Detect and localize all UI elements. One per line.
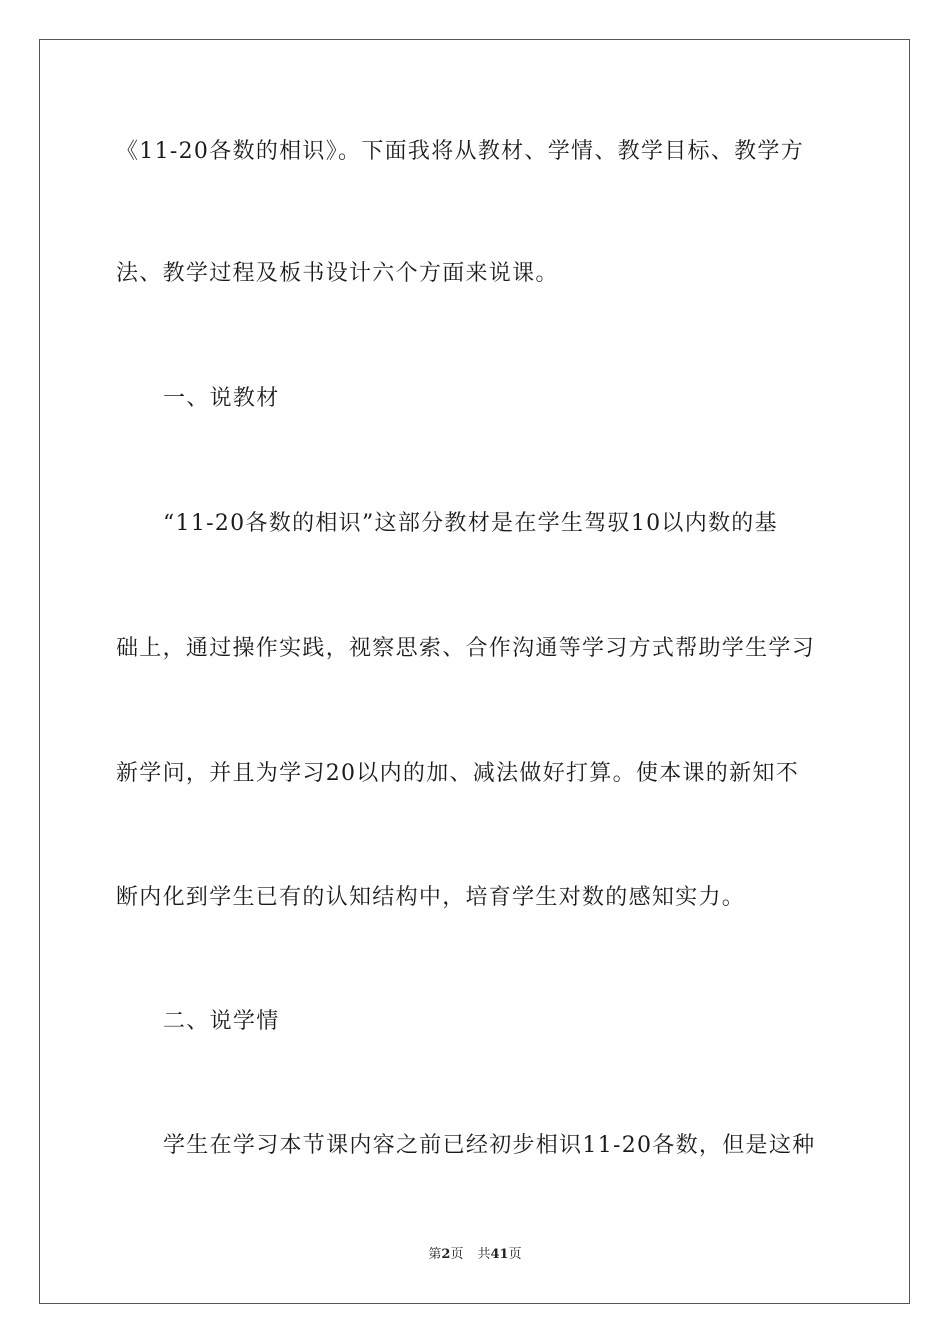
paragraph-line-1: 《11-20各数的相识》。下面我将从教材、学情、教学目标、教学方 (116, 139, 805, 164)
paragraph-line-6: 断内化到学生已有的认知结构中，培育学生对数的感知实力。 (116, 885, 746, 910)
page-suffix: 页 (450, 1247, 464, 1262)
paragraph-line-4: 础上，通过操作实践，视察思索、合作沟通等学习方式帮助学生学习 (116, 636, 816, 661)
paragraph-line-3: “11-20各数的相识”这部分教材是在学生驾驭10以内数的基 (163, 511, 778, 536)
paragraph-line-5: 新学问，并且为学习20以内的加、减法做好打算。使本课的新知不 (116, 761, 799, 786)
total-suffix: 页 (508, 1247, 522, 1262)
paragraph-line-7: 学生在学习本节课内容之前已经初步相识11-20各数，但是这种 (163, 1133, 816, 1158)
page-number: 2 (441, 1247, 451, 1262)
total-prefix: 共 (477, 1247, 491, 1262)
paragraph-line-2: 法、教学过程及板书设计六个方面来说课。 (116, 261, 559, 286)
page-footer (0, 1246, 950, 1264)
section-heading-students: 二、说学情 (163, 1009, 280, 1034)
total-pages: 41 (490, 1247, 509, 1262)
page-border (39, 39, 910, 1304)
section-heading-textbook: 一、说教材 (163, 386, 280, 411)
page-prefix: 第 (428, 1247, 442, 1262)
